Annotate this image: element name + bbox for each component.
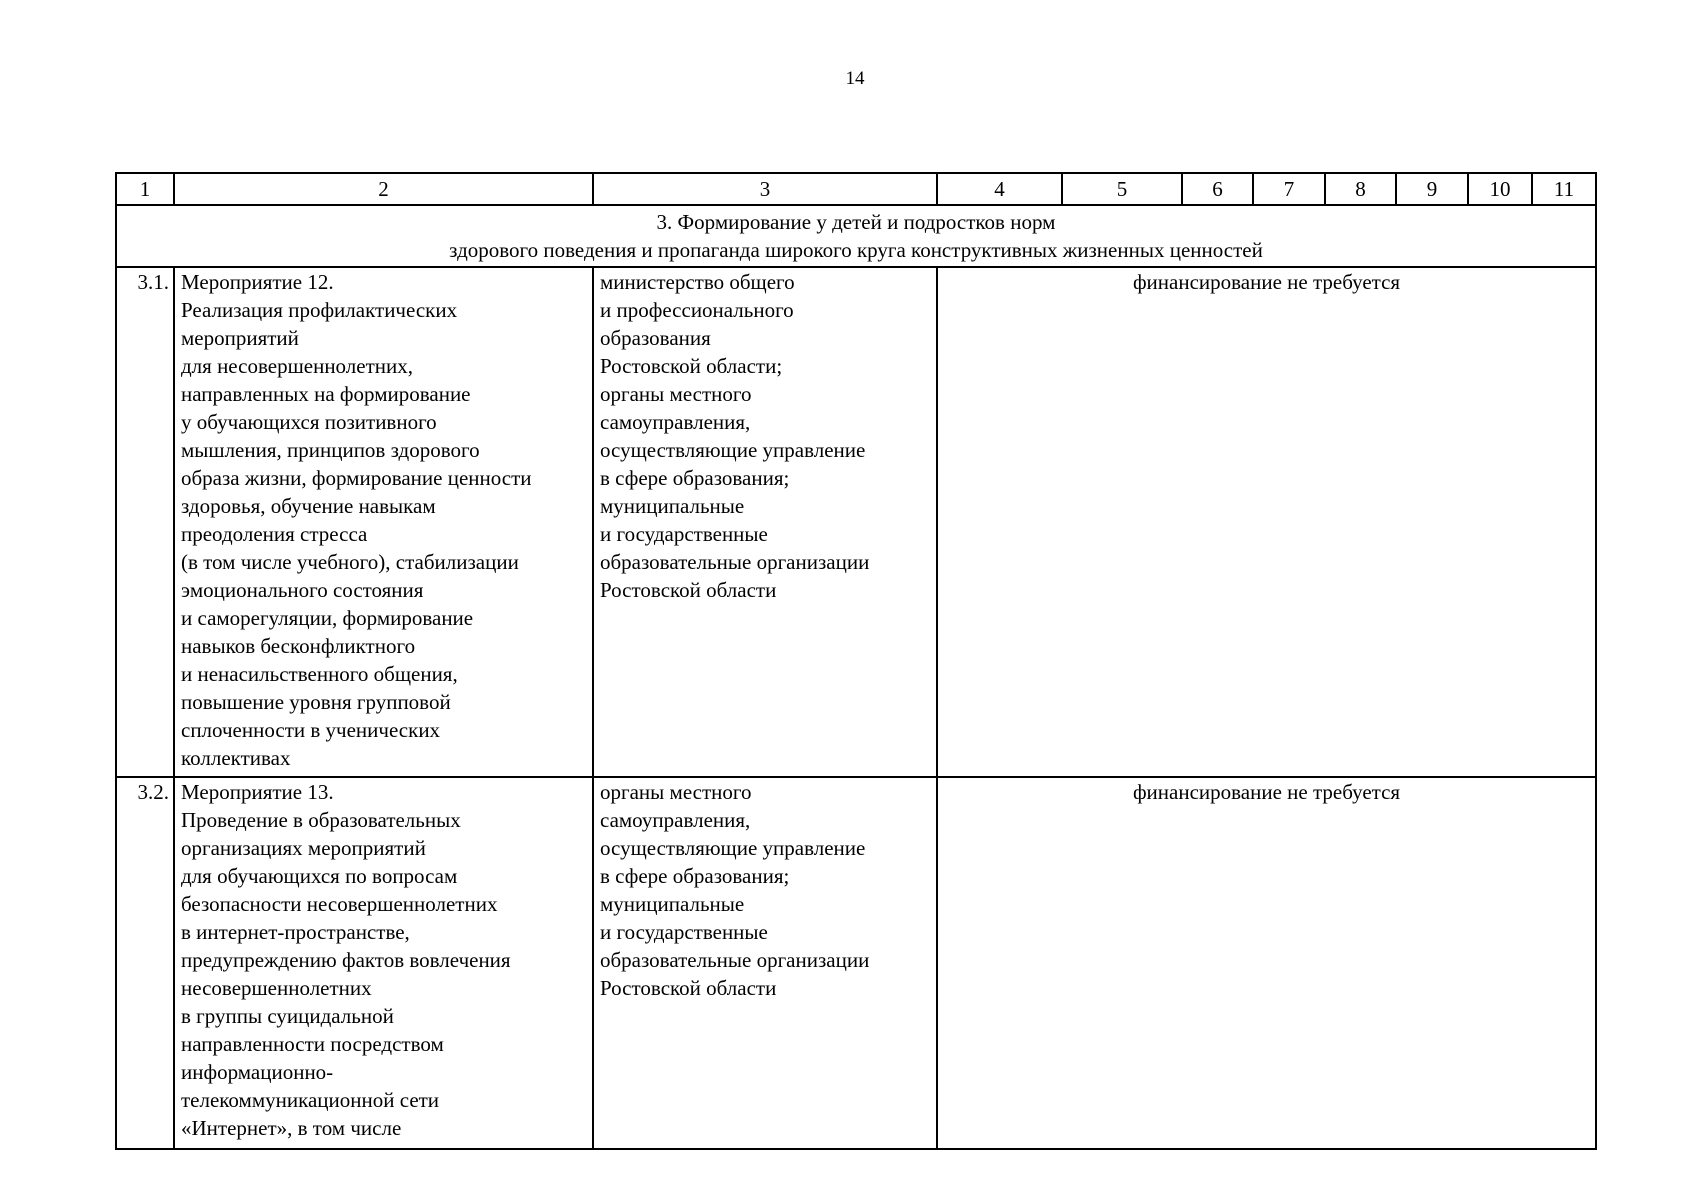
row-number: 3.1. xyxy=(116,267,174,777)
column-number: 4 xyxy=(937,173,1062,205)
table-row xyxy=(116,777,1596,1149)
column-number: 5 xyxy=(1062,173,1182,205)
program-table xyxy=(115,172,1597,1150)
responsible-cell: министерство общего и профессионального образования Ростовской области; органы местного самоуправления, осуществляющие управление в сфере образования; муниципальные и государственные образовательные организации Ростовской области xyxy=(593,267,937,777)
section-title xyxy=(116,205,1596,267)
column-number: 8 xyxy=(1325,173,1396,205)
column-number: 11 xyxy=(1532,173,1596,205)
table-row xyxy=(116,267,1596,777)
activity-cell: Мероприятие 12. Реализация профилактических мероприятий для несовершеннолетних, направленных на формирование у обучающихся позитивного мышления, принципов здорового образа жизни, формирование ценности здоровья, обучение навыкам преодоления стресса (в том числе учебного), стабилизации эмоционального состояния и саморегуляции, формирование навыков бесконфликтного и ненасильственного общения, повышение уровня групповой сплоченности в ученических коллективах xyxy=(174,267,593,777)
column-number: 2 xyxy=(174,173,593,205)
responsible-cell: органы местного самоуправления, осуществляющие управление в сфере образования; муниципальные и государственные образовательные организации Ростовской области xyxy=(593,777,937,1149)
funding-cell: финансирование не требуется xyxy=(937,267,1596,777)
column-number: 9 xyxy=(1396,173,1468,205)
section-header-row xyxy=(116,205,1596,267)
row-number: 3.2. xyxy=(116,777,174,1149)
section-title-line: здорового поведения и пропаганда широкого круга конструктивных жизненных ценностей xyxy=(449,238,1263,262)
column-number: 3 xyxy=(593,173,937,205)
column-number-row xyxy=(116,173,1596,205)
column-number: 7 xyxy=(1253,173,1325,205)
page-number: 14 xyxy=(845,68,865,89)
activity-cell: Мероприятие 13. Проведение в образовательных организациях мероприятий для обучающихся по вопросам безопасности несовершеннолетних в интернет-пространстве, предупреждению фактов вовлечения несовершеннолетних в группы суицидальной направленности посредством информационно- телекоммуникационной сети «Интернет», в том числе xyxy=(174,777,593,1149)
funding-cell: финансирование не требуется xyxy=(937,777,1596,1149)
section-title-line: 3. Формирование у детей и подростков норм xyxy=(656,210,1056,234)
column-number: 1 xyxy=(116,173,174,205)
column-number: 10 xyxy=(1468,173,1532,205)
column-number: 6 xyxy=(1182,173,1253,205)
